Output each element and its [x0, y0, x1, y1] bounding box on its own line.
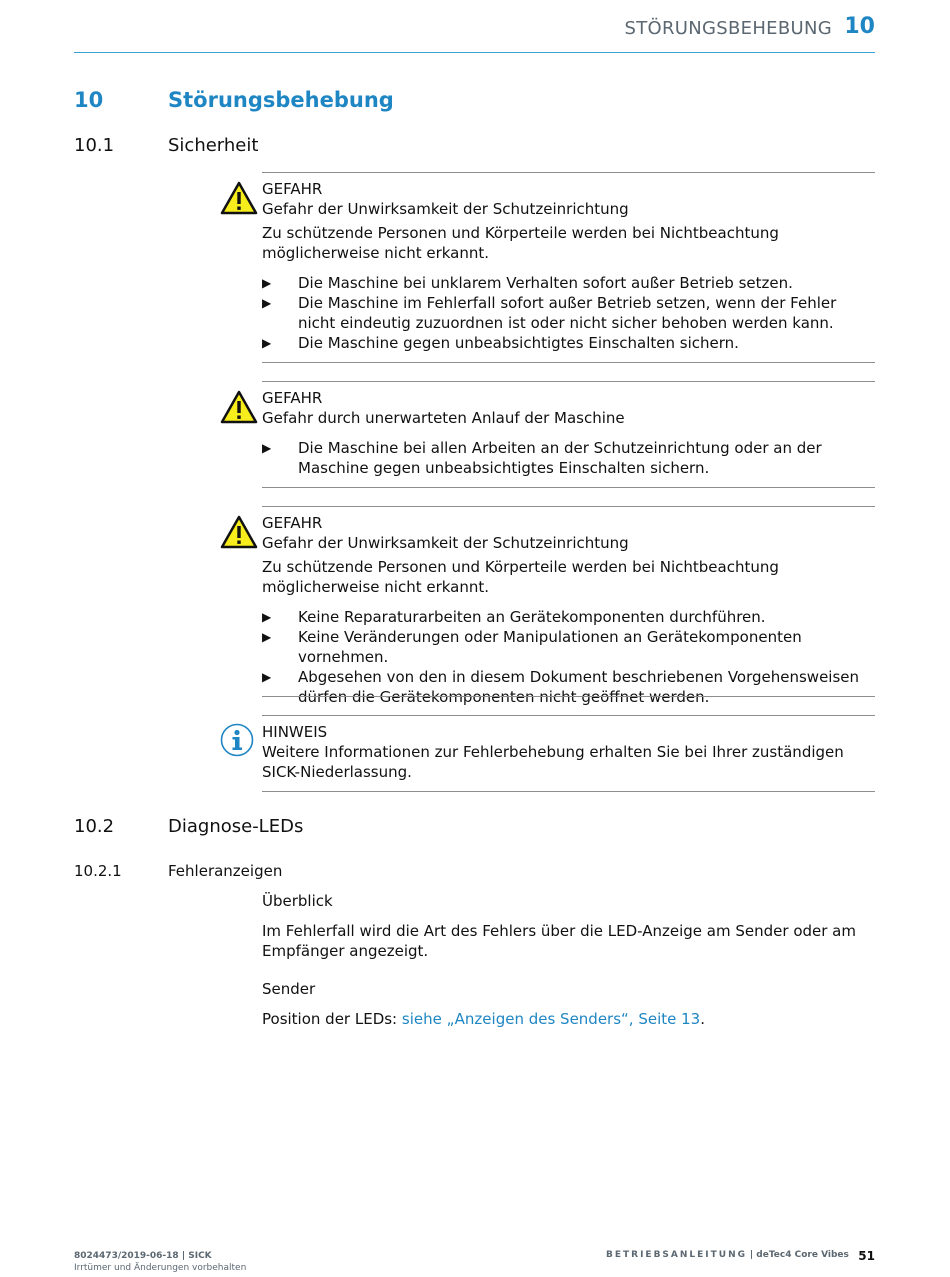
notice-top-rule [262, 172, 875, 173]
warning-triangle-icon [220, 181, 258, 215]
arrow-bullet-icon: ▶ [262, 336, 272, 350]
notice-top-rule [262, 506, 875, 507]
notice-text: Zu schützende Personen und Körperteile werden bei Nichtbeachtung möglicherweise nicht erkannt. [262, 224, 779, 262]
section-title: Diagnose-LEDs [168, 816, 304, 837]
chapter-number: 10 [74, 88, 104, 112]
notice-signal-word: HINWEIS [262, 723, 328, 741]
notice-bottom-rule [262, 696, 875, 697]
danger-notice [262, 179, 875, 353]
header-divider [74, 52, 875, 53]
overview-heading: Überblick [262, 892, 333, 910]
notice-top-rule [262, 381, 875, 382]
section-number: 10.2 [74, 816, 115, 837]
notice-bottom-rule [262, 487, 875, 488]
list-item: ▶ Keine Reparaturarbeiten an Gerätekomponenten durchführen. [262, 608, 766, 626]
arrow-bullet-icon: ▶ [262, 296, 272, 310]
list-item: ▶ Abgesehen von den in diesem Dokument beschriebenen Vorgehensweisen dürfen die Gerätekomponenten nicht geöffnet werden. [262, 668, 860, 706]
arrow-bullet-icon: ▶ [262, 670, 272, 684]
list-item: ▶ Die Maschine bei unklarem Verhalten sofort außer Betrieb setzen. [262, 274, 793, 292]
footer-doc-id: 8024473/2019-06-18 | SICK [74, 1251, 212, 1261]
info-notice [262, 722, 875, 782]
footer-doc-type: BETRIEBSANLEITUNG [606, 1250, 748, 1260]
arrow-bullet-icon: ▶ [262, 610, 272, 624]
notice-action-list [262, 273, 875, 353]
cross-reference-link[interactable]: siehe „Anzeigen des Senders“, Seite 13 [401, 1010, 701, 1028]
notice-action-list [262, 438, 875, 478]
warning-triangle-icon [220, 515, 258, 549]
running-header-title: STÖRUNGSBEHEBUNG [624, 18, 832, 39]
arrow-bullet-icon: ▶ [262, 441, 272, 455]
notice-text: Weitere Informationen zur Fehlerbehebung erhalten Sie bei Ihrer zuständigen SICK-Niederlassung. [262, 743, 844, 781]
list-item: ▶ Die Maschine bei allen Arbeiten an der Schutzeinrichtung oder an der Maschine gegen unbeabsichtigtes Einschalten sichern. [262, 439, 822, 477]
notice-signal-word: GEFAHR [262, 514, 323, 532]
page-number: 51 [858, 1249, 875, 1263]
notice-bottom-rule [262, 362, 875, 363]
danger-notice [262, 388, 875, 478]
subsection-number: 10.2.1 [74, 862, 122, 880]
notice-signal-word: GEFAHR [262, 389, 323, 407]
notice-headline: Gefahr der Unwirksamkeit der Schutzeinrichtung [262, 534, 629, 552]
overview-text: Im Fehlerfall wird die Art des Fehlers über die LED-Anzeige am Sender oder am Empfänger angezeigt. [262, 922, 856, 960]
list-item: ▶ Keine Veränderungen oder Manipulationen an Gerätekomponenten vornehmen. [262, 628, 802, 666]
subsection-title: Fehleranzeigen [168, 862, 283, 880]
footer-document-info [74, 1250, 246, 1274]
section-number: 10.1 [74, 135, 115, 156]
sender-heading: Sender [262, 980, 316, 998]
notice-headline: Gefahr der Unwirksamkeit der Schutzeinrichtung [262, 200, 629, 218]
notice-bottom-rule [262, 791, 875, 792]
arrow-bullet-icon: ▶ [262, 276, 272, 290]
footer-product: | deTec4 Core Vibes [749, 1250, 849, 1260]
warning-triangle-icon [220, 390, 258, 424]
info-icon [220, 723, 254, 757]
list-item: ▶ Die Maschine gegen unbeabsichtigtes Einschalten sichern. [262, 334, 739, 352]
section-title: Sicherheit [168, 135, 259, 156]
danger-notice [262, 513, 875, 707]
arrow-bullet-icon: ▶ [262, 630, 272, 644]
notice-headline: Gefahr durch unerwarteten Anlauf der Maschine [262, 409, 625, 427]
chapter-title: Störungsbehebung [168, 88, 394, 112]
notice-text: Zu schützende Personen und Körperteile werden bei Nichtbeachtung möglicherweise nicht erkannt. [262, 558, 779, 596]
notice-signal-word: GEFAHR [262, 180, 323, 198]
footer-manual-info [606, 1250, 849, 1260]
notice-top-rule [262, 715, 875, 716]
footer-disclaimer: Irrtümer und Änderungen vorbehalten [74, 1263, 247, 1273]
sender-text: Position der LEDs: siehe „Anzeigen des Senders“, Seite 13. [262, 1010, 706, 1028]
running-header-chapter-number: 10 [844, 14, 875, 39]
notice-action-list [262, 607, 875, 707]
list-item: ▶ Die Maschine im Fehlerfall sofort außer Betrieb setzen, wenn der Fehler nicht eindeutig zuzuordnen ist oder nicht sicher behoben werden kann. [262, 294, 837, 332]
